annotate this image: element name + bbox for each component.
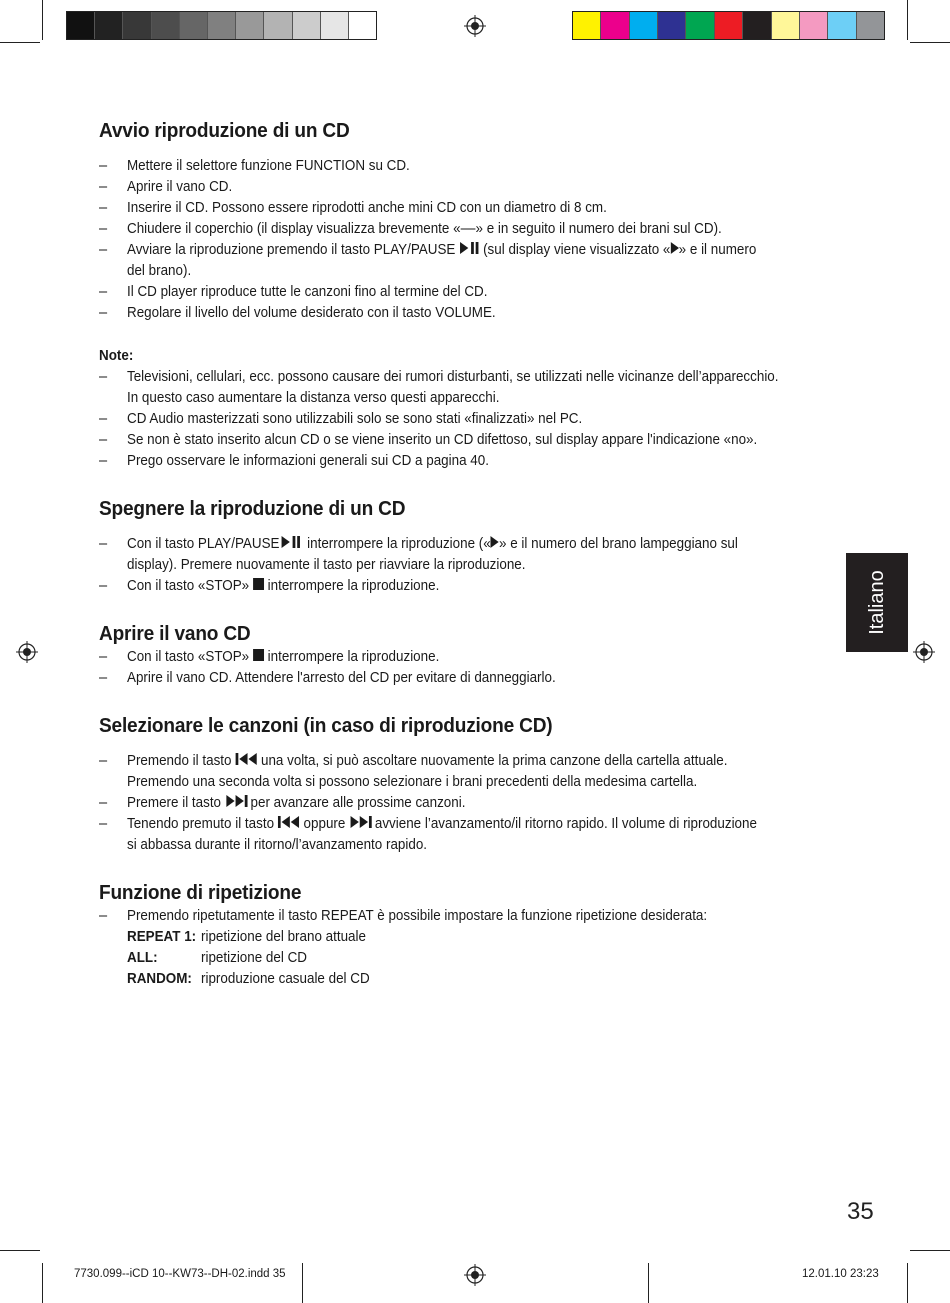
list-item: – Premendo il tasto una volta, si può ascoltare nuovamente la prima canzone della cartella attuale. <box>99 753 728 769</box>
color-swatch <box>292 12 320 39</box>
registration-mark-icon <box>913 641 935 663</box>
section-title: Funzione di ripetizione <box>99 881 302 904</box>
list-item: – Regolare il livello del volume desiderato con il tasto VOLUME. <box>99 305 496 321</box>
play-pause-icon <box>459 242 479 254</box>
section-list <box>99 906 834 990</box>
crop-mark <box>910 42 950 43</box>
section-list <box>99 751 834 856</box>
color-swatch <box>771 12 799 39</box>
color-swatch <box>600 12 628 39</box>
color-swatch <box>742 12 770 39</box>
list-item: – Avviare la riproduzione premendo il tasto PLAY/PAUSE (sul display viene visualizzato « » e il numero <box>99 242 757 258</box>
color-swatch <box>573 12 600 39</box>
list-item: – Il CD player riproduce tutte le canzoni fino al termine del CD. <box>99 284 488 300</box>
stop-icon <box>253 578 264 590</box>
file-slug: 7730.099--iCD 10--KW73--DH-02.indd 35 <box>74 1268 286 1280</box>
color-swatch <box>657 12 685 39</box>
color-swatch <box>827 12 855 39</box>
date-slug: 12.01.10 23:23 <box>802 1268 879 1280</box>
list-item: – Con il tasto PLAY/PAUSE interrompere la riproduzione (« » e il numero del brano lampeggiano sul <box>99 536 738 552</box>
play-icon <box>670 242 678 254</box>
color-swatch <box>263 12 291 39</box>
section-title: Aprire il vano CD <box>99 622 251 645</box>
section-list <box>99 647 834 689</box>
list-item: – Premere il tasto per avanzare alle prossime canzoni. <box>99 795 466 811</box>
list-item: – Se non è stato inserito alcun CD o se viene inserito un CD difettoso, sul display appare l'indicazione «no». <box>99 432 758 448</box>
crop-mark <box>910 1250 950 1251</box>
color-swatch <box>799 12 827 39</box>
list-item: – Con il tasto «STOP» interrompere la riproduzione. <box>99 578 440 594</box>
list-item: – Prego osservare le informazioni generali sui CD a pagina 40. <box>99 453 489 469</box>
registration-mark-icon <box>464 15 486 37</box>
language-tab-label: Italiano <box>865 570 888 635</box>
list-item: si abbassa durante il ritorno/l’avanzamento rapido. <box>127 837 428 853</box>
crop-mark <box>907 0 908 40</box>
color-swatch <box>235 12 263 39</box>
crop-mark <box>42 0 43 40</box>
color-swatch <box>348 12 376 39</box>
registration-mark-icon <box>16 641 38 663</box>
repeat-row: ALL: ripetizione del CD <box>127 950 307 966</box>
color-swatch <box>685 12 713 39</box>
color-swatch <box>320 12 348 39</box>
color-swatch <box>67 12 94 39</box>
repeat-row: RANDOM: riproduzione casuale del CD <box>127 971 370 987</box>
list-item: – Mettere il selettore funzione FUNCTION su CD. <box>99 158 410 174</box>
list-item: In questo caso aumentare la distanza verso questi apparecchi. <box>127 390 500 406</box>
list-item: – Con il tasto «STOP» interrompere la riproduzione. <box>99 649 440 665</box>
notes-heading: Note: <box>99 348 134 364</box>
crop-mark <box>0 1250 40 1251</box>
color-swatch <box>856 12 884 39</box>
page-number: 35 <box>847 1198 874 1225</box>
section-list <box>99 534 834 597</box>
crop-mark <box>0 42 40 43</box>
list-item: Premendo una seconda volta si possono selezionare i brani precedenti della medesima cartella. <box>127 774 698 790</box>
section-title: Selezionare le canzoni (in caso di riproduzione CD) <box>99 714 553 737</box>
grayscale-bar <box>66 11 377 40</box>
list-item: – CD Audio masterizzati sono utilizzabili solo se sono stati «finalizzati» nel PC. <box>99 411 583 427</box>
list-item: – Premendo ripetutamente il tasto REPEAT è possibile impostare la funzione ripetizione desiderata: <box>99 908 708 924</box>
section-title: Spegnere la riproduzione di un CD <box>99 497 406 520</box>
skip-back-icon <box>235 753 261 765</box>
repeat-row: REPEAT 1: ripetizione del brano attuale <box>127 929 366 945</box>
color-swatch <box>179 12 207 39</box>
color-swatch <box>207 12 235 39</box>
list-item: display). Premere nuovamente il tasto per riavviare la riproduzione. <box>127 557 526 573</box>
list-item: – Inserire il CD. Possono essere riprodotti anche mini CD con un diametro di 8 cm. <box>99 200 607 216</box>
list-item: – Tenendo premuto il tasto oppure avviene l’avanzamento/il ritorno rapido. Il volume di riproduzione <box>99 816 757 832</box>
play-pause-icon <box>279 536 303 548</box>
list-item: – Aprire il vano CD. Attendere l'arresto del CD per evitare di danneggiarlo. <box>99 670 556 686</box>
color-swatch <box>151 12 179 39</box>
skip-forward-icon <box>225 795 251 807</box>
list-item: – Chiudere il coperchio (il display visualizza brevemente «––» e in seguito il numero dei brani sul CD). <box>99 221 722 237</box>
crop-mark <box>302 1263 303 1303</box>
crop-mark <box>648 1263 649 1303</box>
color-swatch <box>714 12 742 39</box>
language-tab <box>846 553 908 652</box>
skip-forward-icon <box>349 816 375 828</box>
crop-mark <box>42 1263 43 1303</box>
section-title: Avvio riproduzione di un CD <box>99 119 350 142</box>
skip-back-icon <box>278 816 304 828</box>
stop-icon <box>253 649 264 661</box>
section-list <box>99 156 834 324</box>
list-item: – Aprire il vano CD. <box>99 179 233 195</box>
crop-mark <box>907 1263 908 1303</box>
registration-mark-icon <box>464 1264 486 1286</box>
notes-block <box>99 346 834 472</box>
color-swatch <box>629 12 657 39</box>
color-bar <box>572 11 885 40</box>
list-item: – Televisioni, cellulari, ecc. possono causare dei rumori disturbanti, se utilizzati nelle vicinanze dell’apparecchio. <box>99 369 779 385</box>
color-swatch <box>94 12 122 39</box>
color-swatch <box>122 12 150 39</box>
list-item: del brano). <box>127 263 192 279</box>
